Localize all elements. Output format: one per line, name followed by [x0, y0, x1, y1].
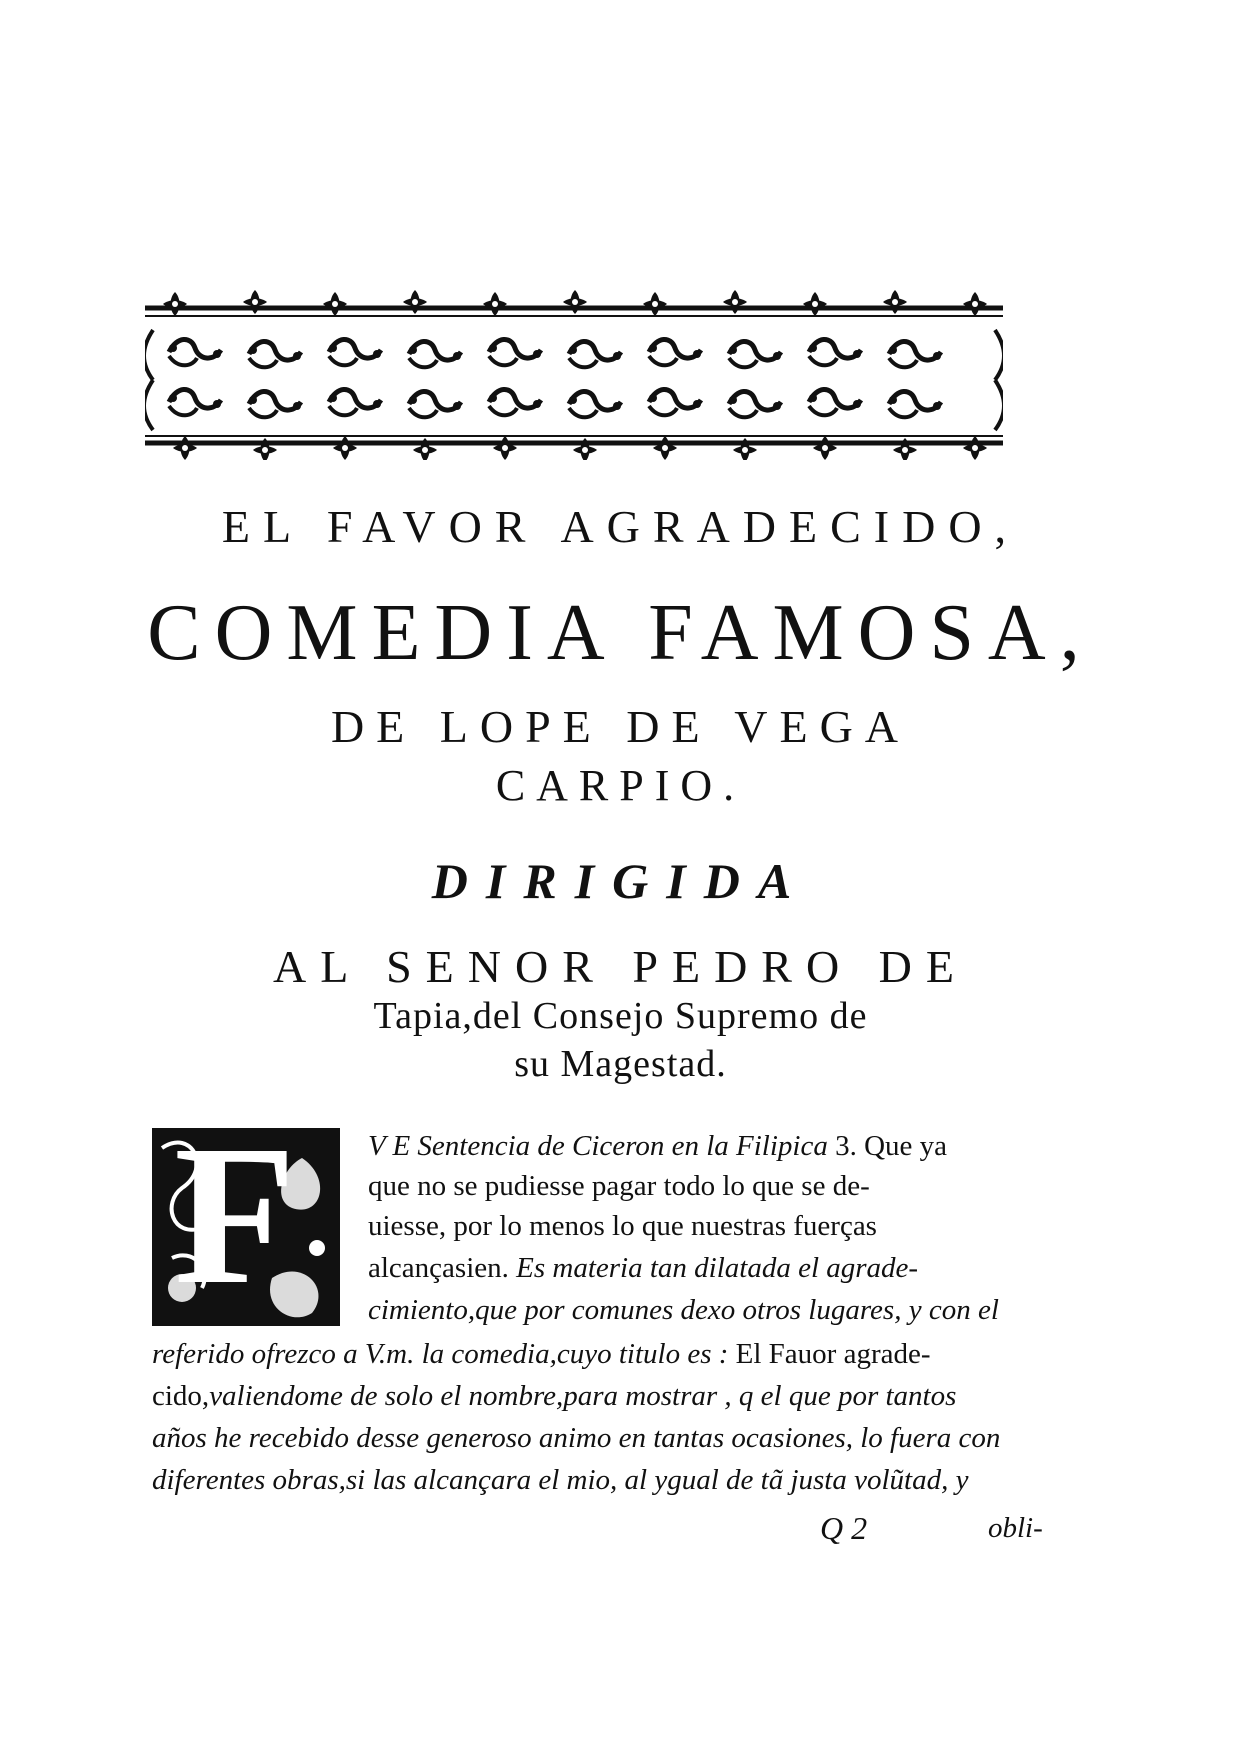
body-line-7-roman: cido,	[152, 1380, 210, 1412]
body-line-4-roman: alcançasien.	[368, 1252, 517, 1284]
body-line-1-italic: V E Sentencia de Ciceron en la Filipica	[368, 1130, 828, 1162]
body-line-6	[152, 1340, 931, 1369]
body-line-6-italic: referido ofrezco a V.m. la comedia,cuyo titulo es :	[152, 1338, 736, 1370]
dedicatee-line-2: Tapia,del Consejo Supremo de	[373, 995, 868, 1037]
dedication-heading: DIRIGIDA	[431, 853, 810, 909]
body-line-7	[152, 1382, 956, 1411]
body-line-1-roman: 3. Que ya	[827, 1130, 948, 1162]
author-line-2: CARPIO.	[495, 761, 746, 810]
body-line-7-italic: valiendome de solo el nombre,para mostrar , q el que por tantos	[209, 1380, 957, 1412]
title-line-1: EL FAVOR AGRADECIDO,	[221, 501, 1020, 552]
initial-letter: F	[174, 1128, 297, 1326]
catchword: obli-	[988, 1512, 1043, 1544]
body-line-4-italic: Es materia tan dilatada el agrade-	[516, 1252, 919, 1284]
signature-mark: Q 2	[820, 1510, 868, 1546]
dedicatee-line-1: AL SENOR PEDRO DE	[272, 941, 969, 992]
ornamental-border-band	[145, 290, 1003, 460]
body-line-6-roman: El Fauor agrade-	[735, 1338, 931, 1370]
dedicatee-line-3: su Magestad.	[514, 1043, 727, 1085]
body-line-3: uiesse, por lo menos lo que nuestras fuerças	[368, 1210, 877, 1242]
body-line-8: años he recebido desse generoso animo en tantas ocasiones, lo fuera con	[152, 1422, 1001, 1454]
body-line-4	[368, 1254, 918, 1283]
body-line-1	[368, 1132, 947, 1161]
body-line-9: diferentes obras,si las alcançara el mio, al ygual de tã justa volũtad, y	[152, 1464, 969, 1496]
decorated-initial	[152, 1128, 340, 1326]
author-line-1: DE LOPE DE VEGA	[330, 701, 911, 752]
body-line-2: que no se pudiesse pagar todo lo que se de-	[368, 1170, 870, 1202]
body-line-5: cimiento,que por comunes dexo otros lugares, y con el	[368, 1294, 999, 1326]
title-line-2: COMEDIA FAMOSA,	[147, 589, 1094, 677]
